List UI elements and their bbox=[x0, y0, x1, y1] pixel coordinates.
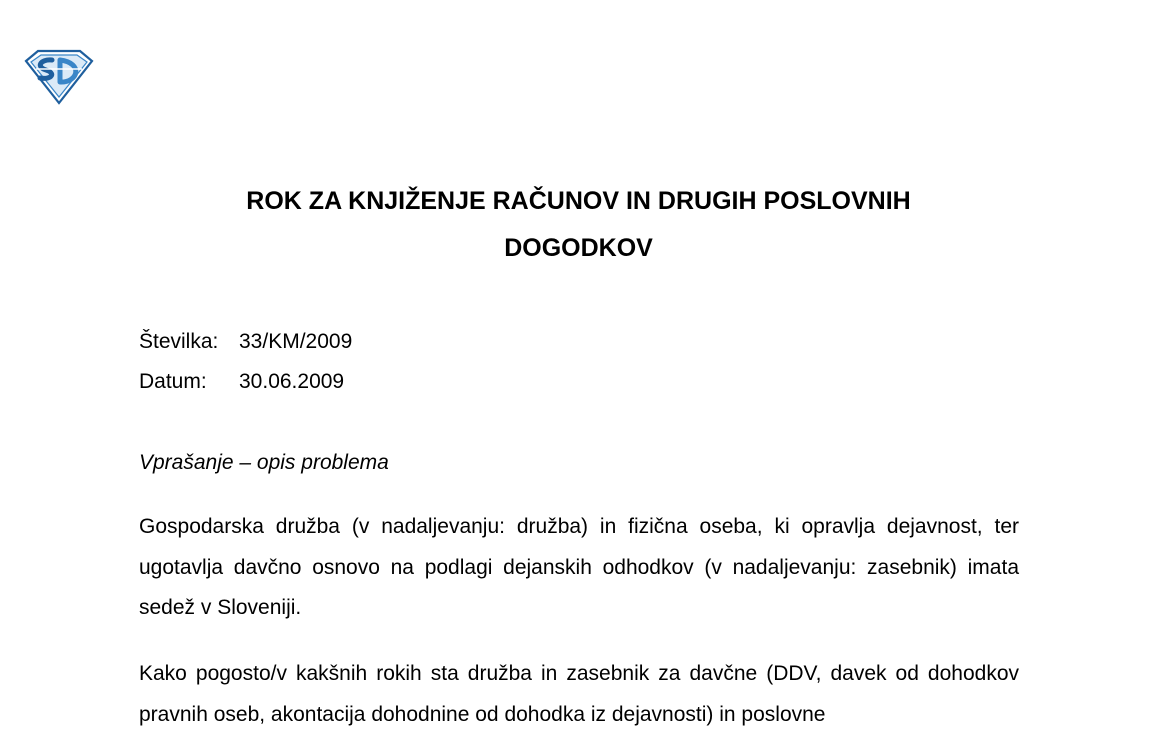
paragraph-1: Gospodarska družba (v nadaljevanju: družba) in fizična oseba, ki opravlja dejavnost, ter ugotavlja davčno osnovo na podlagi dejanskih odhodkov (v nadaljevanju: zasebnik) imata sedež v Sloveniji. bbox=[139, 515, 1019, 619]
title-line-2: DOGODKOV bbox=[504, 234, 653, 262]
sd-emblem-icon bbox=[22, 47, 96, 105]
title-line-1: ROK ZA KNJIŽENJE RAČUNOV IN DRUGIH POSLOVNIH bbox=[246, 187, 911, 215]
document-title bbox=[0, 178, 1157, 272]
document-meta bbox=[139, 322, 352, 402]
number-value: 33/KM/2009 bbox=[239, 330, 353, 353]
date-label: Datum: bbox=[139, 370, 207, 393]
company-logo bbox=[22, 47, 96, 105]
number-label: Številka: bbox=[139, 330, 219, 353]
section-heading: Vprašanje – opis problema bbox=[139, 451, 389, 474]
meta-number-row bbox=[139, 322, 352, 362]
date-value: 30.06.2009 bbox=[239, 370, 345, 393]
paragraph-2: Kako pogosto/v kakšnih rokih sta družba in zasebnik za davčne (DDV, davek od dohodkov pravnih oseb, akontacija dohodnine od dohodka iz dejavnosti) in poslovne bbox=[139, 662, 1019, 726]
meta-date-row bbox=[139, 362, 352, 402]
